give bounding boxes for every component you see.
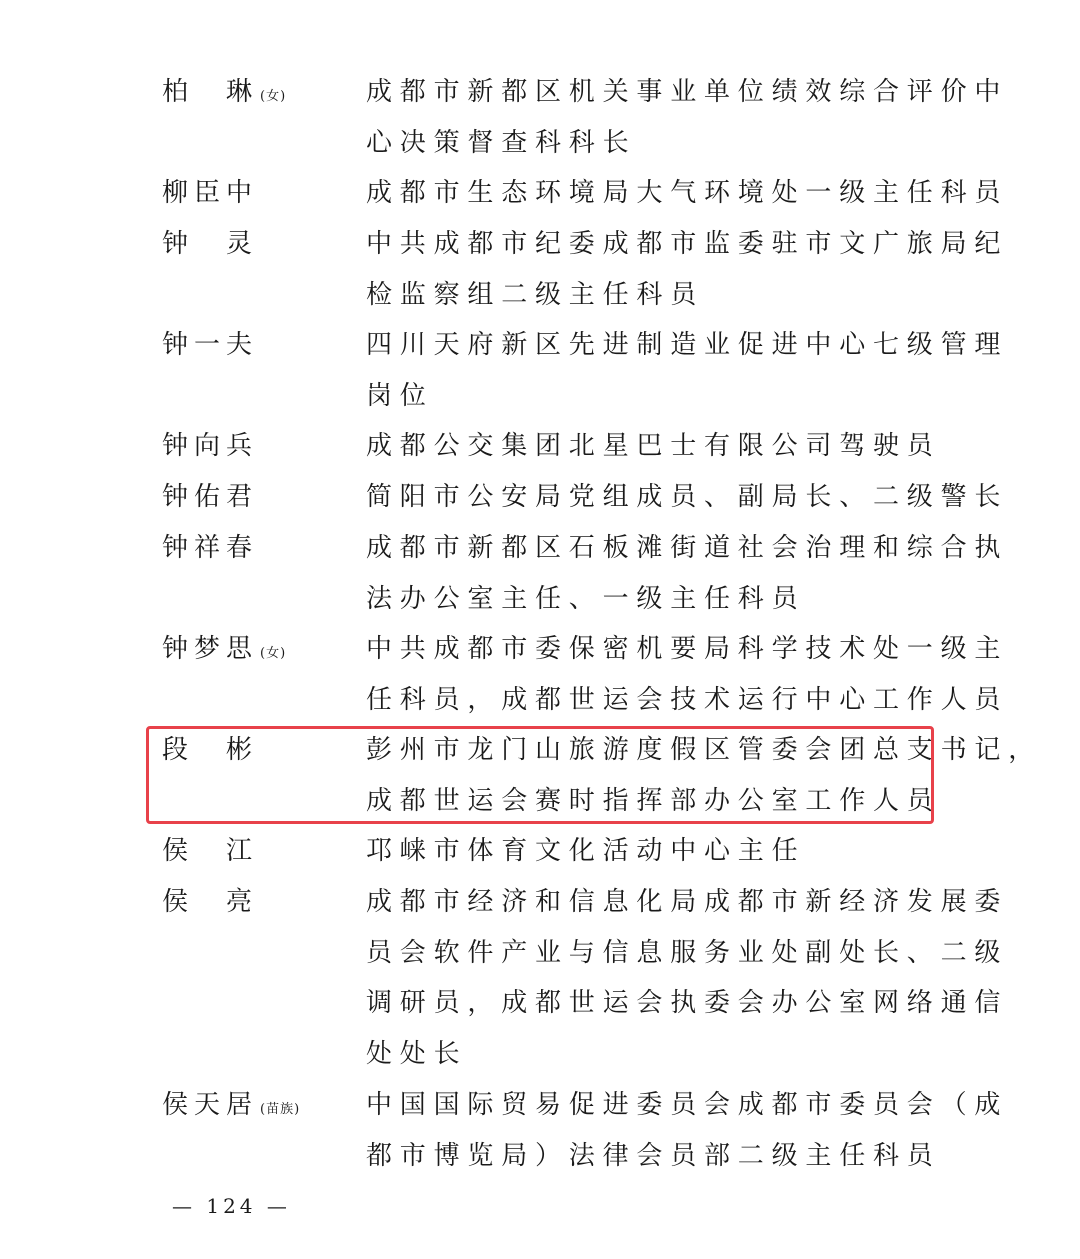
person-name: [162, 624, 286, 680]
description-line: 调研员，成都世运会执委会办公室网络通信: [366, 988, 1009, 1019]
description-line: 邛崃市体育文化活动中心主任: [366, 836, 806, 866]
description-line: 成都公交集团北星巴士有限公司驾驶员: [366, 431, 941, 461]
highlight-box: [146, 726, 1043, 824]
person-name: [162, 1080, 300, 1136]
person-name: [162, 320, 258, 371]
description-line: 中共成都市委保密机要局科学技术处一级主: [366, 634, 1009, 664]
name-text: 段 彬: [162, 735, 259, 765]
description-line: 任科员，成都世运会技术运行中心工作人员: [366, 684, 1009, 715]
person-name: [162, 67, 286, 123]
name-annotation: (女): [260, 89, 287, 104]
name-text: 钟一夫: [162, 330, 259, 360]
person-name: [162, 421, 258, 472]
description-line: 法办公室主任、一级主任科员: [366, 583, 806, 614]
position-description: [366, 67, 1009, 168]
name-text: 柏 琳: [162, 77, 259, 107]
description-line: 简阳市公安局党组成员、副局长、二级警长: [366, 482, 1009, 512]
description-line: 成都市经济和信息化局成都市新经济发展委: [366, 887, 1009, 917]
position-description: [366, 168, 1009, 219]
description-line: 成都市生态环境局大气环境处一级主任科员: [366, 178, 1009, 208]
description-line: 检监察组二级主任科员: [366, 279, 705, 310]
description-line: 岗位: [366, 380, 434, 411]
description-line: 成都世运会赛时指挥部办公室工作人员: [366, 785, 941, 816]
position-description: [366, 826, 926, 877]
description-line: 心决策督查科科长: [366, 127, 637, 158]
position-description: [366, 421, 941, 472]
name-text: 钟祥春: [162, 533, 259, 563]
description-line: 中共成都市纪委成都市监委驻市文广旅局纪: [366, 229, 1009, 259]
description-line: 成都市新都区机关事业单位绩效综合评价中: [366, 77, 1009, 107]
person-name: [162, 523, 258, 574]
name-text: 侯 亮: [162, 887, 259, 917]
position-description: [366, 624, 1009, 725]
name-annotation: (女): [260, 646, 287, 661]
page-number: — 124 —: [172, 1194, 291, 1218]
person-name: [162, 472, 258, 523]
person-name: [162, 219, 258, 270]
name-text: 钟向兵: [162, 431, 259, 461]
name-text: 侯天居: [162, 1090, 259, 1120]
name-text: 钟 灵: [162, 229, 259, 259]
name-text: 侯 江: [162, 836, 259, 866]
position-description: [366, 523, 1009, 624]
description-line: 四川天府新区先进制造业促进中心七级管理: [366, 330, 1009, 360]
description-line: 处处长: [366, 1038, 468, 1069]
person-name: [162, 826, 258, 877]
position-description: [366, 320, 1009, 421]
description-line: 彭州市龙门山旅游度假区管委会团总支书记，: [366, 735, 1043, 765]
name-annotation: (苗族): [260, 1102, 301, 1117]
position-description: [366, 1080, 1009, 1181]
description-line: 成都市新都区石板滩街道社会治理和综合执: [366, 533, 1009, 563]
name-text: 钟佑君: [162, 482, 259, 512]
position-description: [366, 472, 1009, 523]
position-description: [366, 877, 1009, 1079]
description-line: 都市博览局）法律会员部二级主任科员: [366, 1140, 941, 1171]
name-text: 钟梦思: [162, 634, 259, 664]
position-description: [366, 219, 1009, 320]
person-name: [162, 168, 258, 219]
description-line: 员会软件产业与信息服务业处副处长、二级: [366, 937, 1009, 968]
person-name: [162, 877, 258, 928]
description-line: 中国国际贸易促进委员会成都市委员会（成: [366, 1090, 1009, 1120]
name-text: 柳臣中: [162, 178, 259, 208]
